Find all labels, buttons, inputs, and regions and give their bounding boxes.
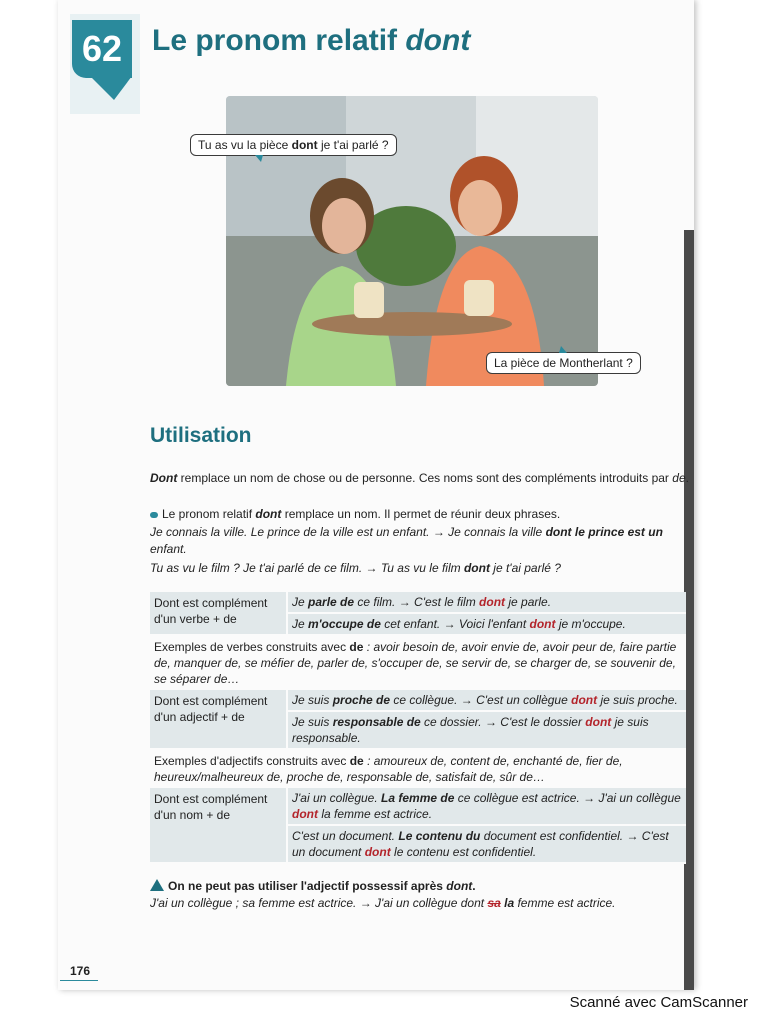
- bullet-icon: [150, 512, 158, 518]
- row-example: C'est un document. Le contenu du document est confidentiel. → C'est un document dont le contenu est confidentiel.: [286, 824, 686, 862]
- row-example: Je parle de ce film. → C'est le film dont je parle.: [286, 592, 686, 612]
- intro-paragraph: Dont remplace un nom de chose ou de personne. Ces noms sont des compléments introduits par de.: [150, 471, 689, 485]
- intro-example-1: Je connais la ville. Le prince de la ville est un enfant. → Je connais la ville dont le prince est un enfant.: [150, 525, 663, 556]
- chapter-number: 62: [72, 20, 132, 78]
- row-label: Dont est complément d'un verbe + de: [154, 596, 268, 626]
- table-row: [150, 690, 686, 750]
- table-note: Exemples de verbes construits avec de : avoir besoin de, avoir envie de, avoir peur de, faire partie de, manquer de, se méfier de, parler de, s'occuper de, se servir de, se charger de, se souvenir de, se séparer de…: [150, 636, 686, 690]
- intro-rule: Le pronom relatif dont remplace un nom. Il permet de réunir deux phrases.: [150, 506, 690, 523]
- table-row: [150, 592, 686, 636]
- warning-icon: [150, 879, 164, 891]
- scanner-watermark: Scanné avec CamScanner: [569, 994, 748, 1011]
- table-row: [150, 788, 686, 864]
- row-example: J'ai un collègue. La femme de ce collègue est actrice. → J'ai un collègue dont la femme est actrice.: [286, 788, 686, 824]
- bubble-tail-icon: [559, 346, 567, 353]
- warning-note: On ne peut pas utiliser l'adjectif possessif après dont. J'ai un collègue ; sa femme est actrice. → J'ai un collègue dont sa la femme est actrice.: [150, 879, 616, 910]
- page-number-rule: [60, 980, 98, 981]
- page-number: 176: [70, 964, 91, 978]
- row-example: Je suis responsable de ce dossier. → C'est le dossier dont je suis responsable.: [286, 710, 686, 748]
- row-label: Dont est complément d'un nom + de: [154, 792, 268, 822]
- row-example: Je m'occupe de cet enfant. → Voici l'enfant dont je m'occupe.: [286, 612, 686, 634]
- table-note: Exemples d'adjectifs construits avec de : amoureux de, content de, enchanté de, fier de, heureux/malheureux de, proche de, responsable de, satisfait de, sûr de…: [150, 750, 686, 788]
- row-label: Dont est complément d'un adjectif + de: [154, 694, 268, 724]
- bubble-tail-icon: [255, 155, 263, 162]
- intro-example-2: Tu as vu le film ? Je t'ai parlé de ce film. → Tu as vu le film dont je t'ai parlé ?: [150, 561, 561, 575]
- speech-bubble-answer: La pièce de Montherlant ?: [486, 352, 641, 374]
- row-example: Je suis proche de ce collègue. → C'est un collègue dont je suis proche.: [286, 690, 686, 710]
- chapter-title: Le pronom relatif dont: [152, 24, 471, 57]
- speech-bubble-question: Tu as vu la pièce dont je t'ai parlé ?: [190, 134, 397, 156]
- rules-table: [150, 592, 686, 864]
- section-heading: Utilisation: [150, 424, 252, 447]
